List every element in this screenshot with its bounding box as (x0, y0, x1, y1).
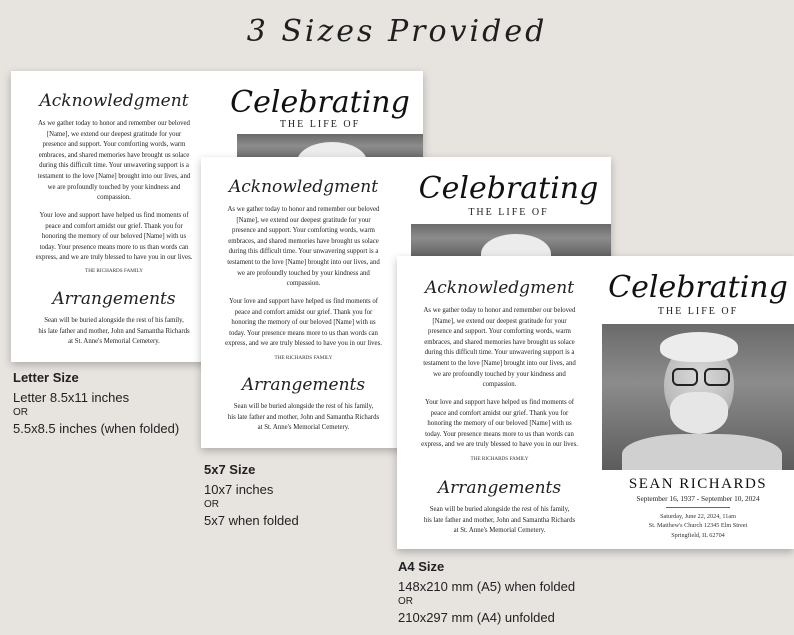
divider-line (666, 507, 730, 508)
life-of-subheading: THE LIFE OF (279, 119, 361, 130)
arrangements-title: Arrangements (241, 375, 366, 395)
text-line: compassion. (97, 194, 131, 202)
acknowledgment-title: Acknowledgment (228, 177, 379, 197)
text-line: compassion. (482, 381, 517, 389)
a4-size-mockup (397, 256, 794, 549)
arrangements-text (205, 402, 402, 434)
hair (660, 332, 738, 362)
text-line: embraces, and shared memories have brought us solace (38, 151, 190, 159)
text-line: today. Your presence means more to us than words can (425, 430, 574, 438)
text-line: honoring the memory of our beloved [Name] with us (41, 233, 187, 241)
beard (670, 392, 728, 434)
caption-line: 10x7 inches (204, 482, 274, 497)
shirt (622, 434, 782, 470)
acknowledgment-paragraph-2 (401, 398, 598, 451)
text-line: peace and comfort amidst our grief. Thank you for (45, 222, 183, 230)
caption-or: OR (204, 499, 219, 510)
life-of-subheading: THE LIFE OF (657, 306, 739, 317)
caption-title: A4 Size (398, 559, 445, 574)
caption-title: Letter Size (13, 370, 79, 385)
arrangements-text (401, 505, 598, 537)
text-line: embraces, and shared memories have brought us solace (228, 237, 379, 245)
text-line: express, and we are truly blessed to have you in our lives. (35, 254, 193, 262)
acknowledgment-paragraph-2 (15, 211, 213, 264)
caption-line: 5.5x8.5 inches (when folded) (13, 421, 180, 436)
text-line: during this difficult time. Your unwavering support is a (39, 162, 189, 170)
acknowledgment-paragraph-1 (205, 205, 402, 290)
celebrating-heading: Celebrating (608, 270, 788, 305)
text-line: honoring the memory of our beloved [Name] with us (231, 319, 376, 327)
text-line: As we gather today to honor and remember our beloved (423, 307, 576, 314)
celebrating-heading: Celebrating (418, 171, 599, 206)
text-line: presence and support. Your comforting words, warm (428, 328, 571, 336)
acknowledgment-title: Acknowledgment (424, 278, 575, 298)
arrangements-title: Arrangements (52, 289, 176, 309)
text-line: embraces, and shared memories have brought us solace (424, 338, 575, 346)
family-signature (201, 355, 406, 361)
text-line: Your love and support have helped us find moments of (228, 298, 378, 305)
text-line: we are profoundly touched by your kindness and (433, 370, 566, 378)
text-line: his late father and mother, John and Samantha Richards (423, 516, 576, 524)
caption-line: 148x210 mm (A5) when folded (398, 579, 576, 594)
service-city: Springfield, IL 62704 (671, 532, 725, 539)
text-line: peace and comfort amidst our grief. Thank you for (234, 308, 373, 316)
portrait-photo (411, 224, 611, 259)
text-line: compassion. (286, 280, 321, 288)
caption-or: OR (13, 407, 28, 418)
caption-title: 5x7 Size (204, 462, 256, 477)
arrangements-text (15, 316, 213, 348)
text-line: peace and comfort amidst our grief. Thank you for (430, 409, 569, 417)
text-line: Sean will be buried alongside the rest of his family, (44, 317, 184, 324)
text-line: during this difficult time. Your unwavering support is a (228, 248, 379, 256)
a4-size-caption (398, 559, 575, 625)
acknowledgment-panel (201, 157, 406, 448)
5x7-size-caption (204, 462, 299, 528)
acknowledgment-paragraph-2 (205, 297, 402, 350)
portrait-photo (602, 324, 794, 470)
caption-line: 5x7 when folded (204, 513, 299, 528)
text-line: testament to the love [Name] brought into our lives, and (227, 258, 380, 266)
family-name: THE RICHARDS FAMILY (274, 355, 333, 361)
text-line: today. Your presence means more to us than words can (39, 243, 189, 251)
cover-panel (602, 256, 794, 549)
letter-size-caption (13, 370, 179, 436)
acknowledgment-paragraph-1 (15, 119, 213, 204)
text-line: [Name], we extend our deepest gratitude for your (236, 216, 371, 224)
acknowledgment-panel (397, 256, 602, 549)
text-line: Sean will be buried alongside the rest of his family, (233, 403, 374, 410)
family-signature (397, 456, 602, 462)
acknowledgment-panel (11, 71, 217, 362)
text-line: express, and we are truly blessed to have you in our lives. (225, 340, 382, 348)
text-line: [Name], we extend our deepest gratitude for your (432, 317, 567, 325)
text-line: presence and support. Your comforting words, warm (232, 227, 375, 235)
text-line: we are profoundly touched by your kindness and (237, 269, 370, 277)
text-line: honoring the memory of our beloved [Name] with us (427, 420, 572, 428)
text-line: at St. Anne's Memorial Cemetery. (257, 424, 350, 432)
life-of-subheading: THE LIFE OF (468, 207, 549, 218)
deceased-name: SEAN RICHARDS (628, 476, 768, 492)
text-line: Your love and support have helped us find moments of (424, 399, 574, 406)
text-line: testament to the love [Name] brought into our lives, and (37, 172, 191, 180)
text-line: [Name], we extend our deepest gratitude for your (46, 130, 182, 138)
text-line: today. Your presence means more to us than words can (229, 329, 378, 337)
acknowledgment-title: Acknowledgment (39, 91, 189, 111)
acknowledgment-paragraph-1 (401, 306, 598, 391)
text-line: during this difficult time. Your unwavering support is a (424, 349, 575, 357)
text-line: we are profoundly touched by your kindness and (47, 183, 181, 191)
text-line: his late father and mother, John and Samantha Richards (38, 327, 190, 335)
page-heading: 3 Sizes Provided (246, 14, 548, 49)
caption-or: OR (398, 596, 413, 607)
glasses-right (704, 368, 730, 386)
caption-line: 210x297 mm (A4) unfolded (398, 610, 555, 625)
text-line: at St. Anne's Memorial Cemetery. (68, 338, 160, 346)
text-line: presence and support. Your comforting words, warm (42, 141, 186, 149)
text-line: Sean will be buried alongside the rest of his family, (429, 506, 570, 513)
text-line: Your love and support have helped us find moments of (39, 212, 189, 219)
life-dates: September 16, 1937 - September 10, 2024 (636, 494, 760, 503)
service-place: St. Matthew's Church 12345 Elm Street (648, 522, 748, 529)
text-line: his late father and mother, John and Samantha Richards (227, 413, 380, 421)
text-line: As we gather today to honor and remember our beloved (227, 206, 380, 213)
celebrating-heading: Celebrating (230, 85, 410, 120)
caption-line: Letter 8.5x11 inches (13, 390, 130, 405)
text-line: As we gather today to honor and remember our beloved (38, 120, 190, 127)
text-line: at St. Anne's Memorial Cemetery. (453, 527, 546, 535)
family-signature (11, 268, 217, 274)
text-line: testament to the love [Name] brought into our lives, and (423, 359, 576, 367)
text-line: express, and we are truly blessed to have you in our lives. (421, 441, 578, 449)
service-date: Saturday, June 22, 2024, 11am (660, 513, 736, 520)
family-name: THE RICHARDS FAMILY (470, 456, 529, 462)
glasses-left (672, 368, 698, 386)
arrangements-title: Arrangements (437, 478, 562, 498)
family-name: THE RICHARDS FAMILY (85, 268, 143, 274)
